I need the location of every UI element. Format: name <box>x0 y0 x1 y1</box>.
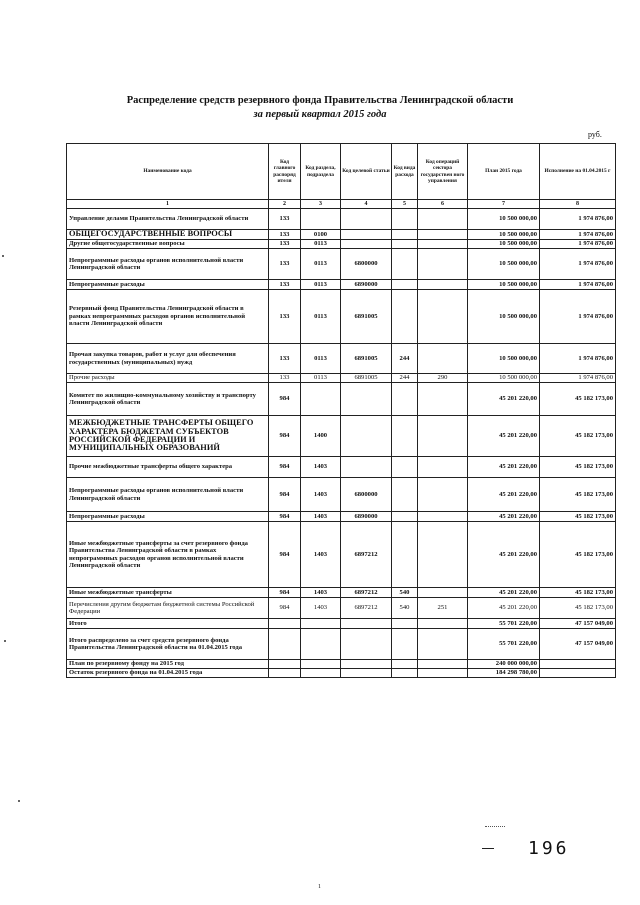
row-plan: 45 201 220,00 <box>468 478 540 512</box>
row-plan: 10 500 000,00 <box>468 209 540 230</box>
row-razdel <box>301 629 341 660</box>
column-number: 7 <box>468 200 540 209</box>
row-cs <box>341 457 392 478</box>
row-plan: 45 201 220,00 <box>468 598 540 619</box>
table-row <box>67 230 616 240</box>
row-vr <box>392 669 418 678</box>
row-razdel <box>301 660 341 669</box>
row-razdel: 1403 <box>301 457 341 478</box>
row-cs <box>341 619 392 629</box>
row-vr <box>392 209 418 230</box>
row-ispoln: 1 974 876,00 <box>540 240 616 249</box>
row-kosgu <box>418 457 468 478</box>
row-grbs: 984 <box>269 588 301 598</box>
row-razdel: 0113 <box>301 374 341 383</box>
row-grbs: 133 <box>269 374 301 383</box>
row-ispoln: 1 974 876,00 <box>540 344 616 374</box>
row-plan: 45 201 220,00 <box>468 522 540 588</box>
table-row <box>67 629 616 660</box>
table-row <box>67 344 616 374</box>
table-row <box>67 457 616 478</box>
row-cs: 6891005 <box>341 290 392 344</box>
row-name: Непрограммные расходы органов исполнительной власти Ленинградской области <box>67 478 269 512</box>
row-cs: 6891005 <box>341 344 392 374</box>
row-cs: 6897212 <box>341 588 392 598</box>
row-name: Итого <box>67 619 269 629</box>
row-cs <box>341 209 392 230</box>
scan-speck <box>4 640 6 642</box>
row-grbs: 133 <box>269 230 301 240</box>
row-plan: 10 500 000,00 <box>468 249 540 280</box>
scan-speck <box>18 800 20 802</box>
row-cs <box>341 416 392 457</box>
reserve-fund-table <box>66 143 616 678</box>
page-number: 1 <box>318 884 321 890</box>
row-vr <box>392 660 418 669</box>
row-vr <box>392 619 418 629</box>
table-row <box>67 619 616 629</box>
header-ispoln: Исполнение на 01.04.2015 г <box>540 144 616 200</box>
row-kosgu <box>418 669 468 678</box>
header-cs: Код целевой статьи <box>341 144 392 200</box>
row-kosgu <box>418 280 468 290</box>
row-name: Итого распределено за счет средств резервного фонда Правительства Ленинградской области на 01.04.2015 года <box>67 629 269 660</box>
row-name: План по резервному фонду на 2015 год <box>67 660 269 669</box>
row-kosgu <box>418 383 468 416</box>
row-razdel <box>301 209 341 230</box>
table-row <box>67 249 616 280</box>
row-vr <box>392 290 418 344</box>
row-ispoln <box>540 660 616 669</box>
row-ispoln: 1 974 876,00 <box>540 280 616 290</box>
stamp-dash <box>482 848 494 849</box>
table-body <box>67 209 616 678</box>
row-ispoln: 45 182 173,00 <box>540 522 616 588</box>
row-grbs: 133 <box>269 344 301 374</box>
row-name: Непрограммные расходы <box>67 280 269 290</box>
row-kosgu <box>418 230 468 240</box>
row-plan: 55 701 220,00 <box>468 629 540 660</box>
row-vr: 540 <box>392 598 418 619</box>
row-grbs: 984 <box>269 512 301 522</box>
row-kosgu <box>418 344 468 374</box>
column-number: 2 <box>269 200 301 209</box>
row-vr <box>392 457 418 478</box>
header-kosgu: Код операций сектора государствен ного управления <box>418 144 468 200</box>
row-grbs: 133 <box>269 280 301 290</box>
row-kosgu <box>418 240 468 249</box>
header-vr: Код вида расхода <box>392 144 418 200</box>
table-row <box>67 240 616 249</box>
row-vr <box>392 522 418 588</box>
row-plan: 10 500 000,00 <box>468 280 540 290</box>
row-name: Другие общегосударственные вопросы <box>67 240 269 249</box>
row-name: Перечисления другим бюджетам бюджетной системы Российской Федерации <box>67 598 269 619</box>
row-ispoln: 45 182 173,00 <box>540 416 616 457</box>
row-grbs: 984 <box>269 598 301 619</box>
row-kosgu <box>418 619 468 629</box>
row-name: Комитет по жилищно-коммунальному хозяйству и транспорту Ленинградской области <box>67 383 269 416</box>
stamp-number: 196 <box>528 838 570 859</box>
row-grbs: 133 <box>269 209 301 230</box>
row-kosgu <box>418 416 468 457</box>
table-row <box>67 280 616 290</box>
table-row <box>67 588 616 598</box>
row-razdel: 0113 <box>301 240 341 249</box>
row-kosgu <box>418 249 468 280</box>
row-cs: 6890000 <box>341 280 392 290</box>
row-grbs <box>269 629 301 660</box>
document-title: Распределение средств резервного фонда Правительства Ленинградской области <box>126 95 514 106</box>
row-ispoln: 1 974 876,00 <box>540 249 616 280</box>
column-number: 4 <box>341 200 392 209</box>
row-kosgu <box>418 522 468 588</box>
row-ispoln: 47 157 049,00 <box>540 619 616 629</box>
row-vr <box>392 478 418 512</box>
row-cs: 6800000 <box>341 478 392 512</box>
table-row <box>67 383 616 416</box>
row-grbs: 984 <box>269 383 301 416</box>
row-vr <box>392 416 418 457</box>
row-vr <box>392 249 418 280</box>
row-name: Прочие межбюджетные трансферты общего характера <box>67 457 269 478</box>
row-vr: 540 <box>392 588 418 598</box>
row-kosgu <box>418 629 468 660</box>
row-grbs: 133 <box>269 290 301 344</box>
row-razdel <box>301 619 341 629</box>
row-razdel: 1403 <box>301 588 341 598</box>
row-razdel: 1403 <box>301 598 341 619</box>
row-plan: 184 298 780,00 <box>468 669 540 678</box>
table-row <box>67 478 616 512</box>
row-vr: 244 <box>392 374 418 383</box>
column-number-row <box>67 200 616 209</box>
header-row <box>67 144 616 200</box>
header-name: Наименование кода <box>67 144 269 200</box>
row-name: ОБЩЕГОСУДАРСТВЕННЫЕ ВОПРОСЫ <box>67 230 269 240</box>
column-number: 3 <box>301 200 341 209</box>
table-row <box>67 598 616 619</box>
row-kosgu: 290 <box>418 374 468 383</box>
row-grbs: 133 <box>269 240 301 249</box>
table-row <box>67 416 616 457</box>
row-grbs: 984 <box>269 416 301 457</box>
row-grbs <box>269 619 301 629</box>
row-cs <box>341 629 392 660</box>
table-row <box>67 374 616 383</box>
row-grbs: 984 <box>269 478 301 512</box>
row-cs: 6897212 <box>341 598 392 619</box>
row-vr <box>392 240 418 249</box>
row-razdel: 0113 <box>301 280 341 290</box>
row-razdel: 1403 <box>301 512 341 522</box>
row-razdel: 0113 <box>301 249 341 280</box>
row-razdel: 1403 <box>301 522 341 588</box>
row-plan: 10 500 000,00 <box>468 240 540 249</box>
row-razdel <box>301 669 341 678</box>
row-plan: 45 201 220,00 <box>468 416 540 457</box>
row-plan: 55 701 220,00 <box>468 619 540 629</box>
row-ispoln: 1 974 876,00 <box>540 374 616 383</box>
row-plan: 10 500 000,00 <box>468 290 540 344</box>
row-plan: 45 201 220,00 <box>468 588 540 598</box>
row-name: Остаток резервного фонда на 01.04.2015 года <box>67 669 269 678</box>
row-kosgu <box>418 478 468 512</box>
row-cs: 6891005 <box>341 374 392 383</box>
row-ispoln: 1 974 876,00 <box>540 230 616 240</box>
column-number: 1 <box>67 200 269 209</box>
row-vr <box>392 383 418 416</box>
row-razdel: 0113 <box>301 344 341 374</box>
row-cs <box>341 230 392 240</box>
header-plan: План 2015 года <box>468 144 540 200</box>
column-number: 8 <box>540 200 616 209</box>
row-name: Непрограммные расходы <box>67 512 269 522</box>
row-kosgu <box>418 588 468 598</box>
row-razdel: 1400 <box>301 416 341 457</box>
row-grbs <box>269 660 301 669</box>
table-row <box>67 669 616 678</box>
row-grbs: 984 <box>269 522 301 588</box>
row-razdel: 0100 <box>301 230 341 240</box>
row-plan: 10 500 000,00 <box>468 230 540 240</box>
table-row <box>67 209 616 230</box>
row-cs <box>341 383 392 416</box>
row-cs <box>341 660 392 669</box>
row-ispoln: 45 182 173,00 <box>540 478 616 512</box>
column-number: 5 <box>392 200 418 209</box>
row-name: Прочая закупка товаров, работ и услуг для обеспечения государственных (муниципальных) нужд <box>67 344 269 374</box>
row-razdel <box>301 383 341 416</box>
row-kosgu <box>418 660 468 669</box>
row-ispoln: 45 182 173,00 <box>540 457 616 478</box>
row-plan: 45 201 220,00 <box>468 512 540 522</box>
row-kosgu <box>418 512 468 522</box>
row-name: Иные межбюджетные трансферты за счет резервного фонда Правительства Ленинградской области в рамках непрограммных расходов органов исполнительной власти Ленинградской области <box>67 522 269 588</box>
row-ispoln: 1 974 876,00 <box>540 209 616 230</box>
currency-unit: руб. <box>588 130 602 139</box>
row-vr: 244 <box>392 344 418 374</box>
row-ispoln: 45 182 173,00 <box>540 512 616 522</box>
row-ispoln <box>540 669 616 678</box>
row-vr <box>392 280 418 290</box>
row-vr <box>392 230 418 240</box>
row-ispoln: 1 974 876,00 <box>540 290 616 344</box>
row-grbs <box>269 669 301 678</box>
row-name: Резервный фонд Правительства Ленинградской области в рамках непрограммных расходов органов исполнительной власти Ленинградской области <box>67 290 269 344</box>
row-ispoln: 45 182 173,00 <box>540 598 616 619</box>
header-grbs: Код главного распоряд ителя <box>269 144 301 200</box>
row-razdel: 0113 <box>301 290 341 344</box>
scan-marks <box>485 826 505 828</box>
row-ispoln: 47 157 049,00 <box>540 629 616 660</box>
column-number: 6 <box>418 200 468 209</box>
table-row <box>67 512 616 522</box>
row-ispoln: 45 182 173,00 <box>540 383 616 416</box>
table-row <box>67 660 616 669</box>
row-ispoln: 45 182 173,00 <box>540 588 616 598</box>
row-name: Иные межбюджетные трансферты <box>67 588 269 598</box>
row-grbs: 133 <box>269 249 301 280</box>
row-kosgu: 251 <box>418 598 468 619</box>
row-vr <box>392 629 418 660</box>
row-name: МЕЖБЮДЖЕТНЫЕ ТРАНСФЕРТЫ ОБЩЕГО ХАРАКТЕРА БЮДЖЕТАМ СУБЪЕКТОВ РОССИЙСКОЙ ФЕДЕРАЦИИ И МУНИЦИПАЛЬНЫХ ОБРАЗОВАНИЙ <box>67 416 269 457</box>
row-vr <box>392 512 418 522</box>
scan-speck <box>2 255 4 257</box>
table-row <box>67 522 616 588</box>
row-grbs: 984 <box>269 457 301 478</box>
row-plan: 45 201 220,00 <box>468 383 540 416</box>
row-cs: 6890000 <box>341 512 392 522</box>
row-razdel: 1403 <box>301 478 341 512</box>
row-cs: 6897212 <box>341 522 392 588</box>
row-plan: 240 000 000,00 <box>468 660 540 669</box>
row-plan: 45 201 220,00 <box>468 457 540 478</box>
row-kosgu <box>418 209 468 230</box>
row-kosgu <box>418 290 468 344</box>
row-name: Управление делами Правительства Ленинградской области <box>67 209 269 230</box>
row-name: Непрограммные расходы органов исполнительной власти Ленинградской области <box>67 249 269 280</box>
row-plan: 10 500 000,00 <box>468 374 540 383</box>
row-cs <box>341 240 392 249</box>
table-row <box>67 290 616 344</box>
header-razdel: Код раздела, подраздела <box>301 144 341 200</box>
row-cs <box>341 669 392 678</box>
document-subtitle: за первый квартал 2015 года <box>253 109 387 120</box>
row-name: Прочие расходы <box>67 374 269 383</box>
row-cs: 6800000 <box>341 249 392 280</box>
row-plan: 10 500 000,00 <box>468 344 540 374</box>
